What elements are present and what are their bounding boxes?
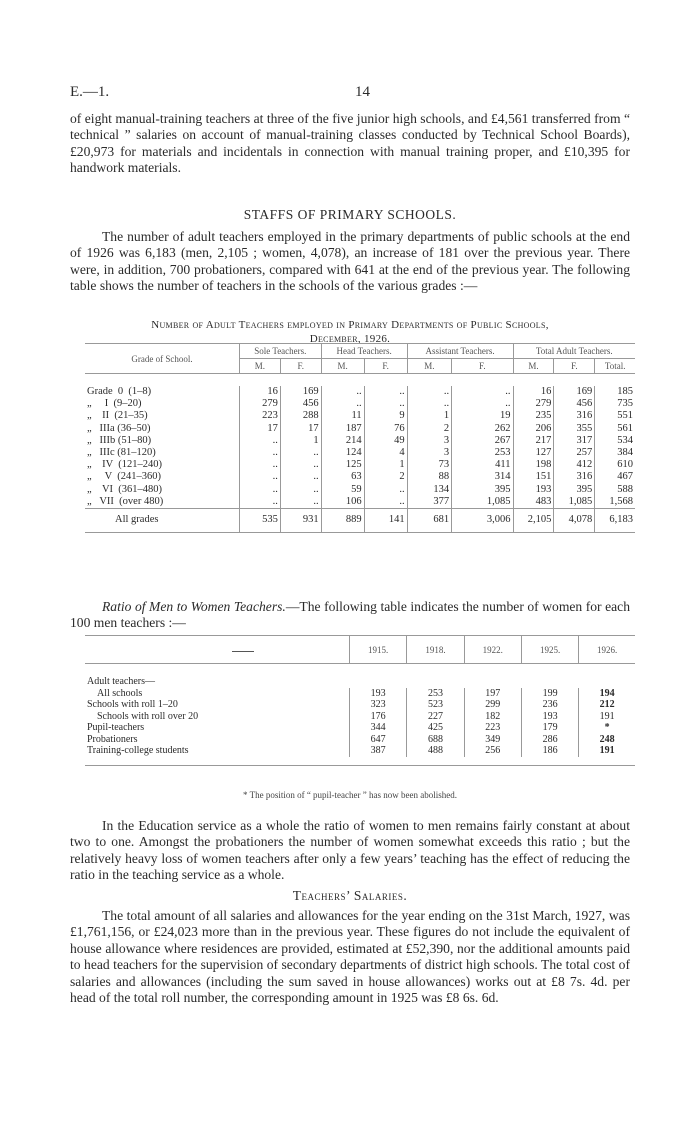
- table-cell: ..: [407, 386, 452, 398]
- grade-label: „ IIIc (81–120): [87, 447, 156, 459]
- ratio-table-body: [85, 676, 635, 757]
- document-reference: E.—1.: [70, 84, 110, 100]
- table-cell: 227: [407, 711, 464, 723]
- sub-total-total: Total.: [595, 359, 635, 374]
- table-cell: ..: [240, 435, 281, 447]
- table-row: [85, 398, 635, 410]
- table-cell: 127: [513, 447, 554, 459]
- table-cell: 551: [595, 410, 635, 422]
- table-cell: 134: [407, 484, 452, 496]
- table-cell: 377: [407, 496, 452, 509]
- table-cell: 411: [452, 459, 513, 471]
- table-cell: 395: [554, 484, 595, 496]
- table-cell: 63: [321, 471, 364, 483]
- table-row: [85, 745, 635, 757]
- ratio-row-label: All schools: [97, 687, 143, 699]
- year-header: 1922.: [464, 636, 521, 664]
- heading-staffs: STAFFS OF PRIMARY SCHOOLS.: [243, 207, 457, 222]
- year-header: 1926.: [579, 636, 635, 664]
- sub-sole-f: F.: [280, 359, 321, 374]
- table-cell: 288: [280, 410, 321, 422]
- grade-label: „ V (241–360): [87, 471, 161, 483]
- table-cell: 355: [554, 423, 595, 435]
- total-label: All grades: [115, 514, 159, 526]
- table-row: [85, 386, 635, 398]
- table-row: [85, 459, 635, 471]
- sub-sole-m: M.: [240, 359, 281, 374]
- year-header: 1918.: [407, 636, 464, 664]
- table-cell: 106: [321, 496, 364, 509]
- table-cell: 2: [364, 471, 407, 483]
- table-cell: ..: [280, 447, 321, 459]
- table-cell: 316: [554, 471, 595, 483]
- paragraph-ratio-summary: In the Education service as a whole the ratio of women to men remains fairly constant at about two to one. Amongst the probationers the number of women somewhat exceeds this ratio ; but the relatively heavy loss of women teachers after only a few years’ teaching has the effect of reducing the ratio in the teaching service as a whole.: [70, 818, 630, 883]
- group-total: Total Adult Teachers.: [513, 344, 635, 359]
- table-cell: 561: [595, 423, 635, 435]
- table-cell: 16: [240, 386, 281, 398]
- group-assistant: Assistant Teachers.: [407, 344, 513, 359]
- table-cell: 2: [407, 423, 452, 435]
- table-cell: ..: [321, 386, 364, 398]
- table-cell: 191: [579, 745, 635, 757]
- table-row: [85, 722, 635, 734]
- table-cell: 179: [521, 722, 578, 734]
- table-cell: 1,085: [452, 496, 513, 509]
- table-cell: 735: [595, 398, 635, 410]
- table-cell: 3: [407, 447, 452, 459]
- table-cell: 3: [407, 435, 452, 447]
- table-cell: ..: [240, 471, 281, 483]
- total-cell: 3,006: [452, 509, 513, 533]
- table-cell: 425: [407, 722, 464, 734]
- sub-assistant-f: F.: [452, 359, 513, 374]
- ratio-heading: Ratio of Men to Women Teachers.: [102, 599, 286, 614]
- table-cell: 483: [513, 496, 554, 509]
- total-cell: 4,078: [554, 509, 595, 533]
- table-row: [85, 734, 635, 746]
- table-cell: 199: [521, 688, 578, 700]
- table-cell: 279: [513, 398, 554, 410]
- table-cell: 1: [364, 459, 407, 471]
- table-cell: 194: [579, 688, 635, 700]
- table-cell: 1,085: [554, 496, 595, 509]
- ratio-row-label: Training-college students: [87, 745, 189, 756]
- table-cell: 467: [595, 471, 635, 483]
- table-cell: 125: [321, 459, 364, 471]
- ratio-table: [85, 635, 635, 766]
- table-cell: 256: [464, 745, 521, 757]
- table-cell: 193: [513, 484, 554, 496]
- ratio-row-label: Schools with roll 1–20: [87, 699, 178, 710]
- table-cell: ..: [364, 484, 407, 496]
- year-header: 1925.: [521, 636, 578, 664]
- table-cell: 49: [364, 435, 407, 447]
- table-cell: 314: [452, 471, 513, 483]
- table-cell: 214: [321, 435, 364, 447]
- ratio-col-label: [85, 636, 350, 664]
- table-cell: 349: [464, 734, 521, 746]
- table-cell: 262: [452, 423, 513, 435]
- grade-label: „ I (9–20): [87, 398, 142, 410]
- table-row: [85, 484, 635, 496]
- grade-label: „ IV (121–240): [87, 459, 163, 471]
- table-cell: 9: [364, 410, 407, 422]
- table-cell: *: [579, 722, 635, 734]
- table-cell: 124: [321, 447, 364, 459]
- table-cell: 16: [513, 386, 554, 398]
- table-cell: 395: [452, 484, 513, 496]
- table-cell: 11: [321, 410, 364, 422]
- table-cell: ..: [364, 398, 407, 410]
- table-cell: ..: [364, 386, 407, 398]
- table-row: [85, 423, 635, 435]
- table-cell: 588: [595, 484, 635, 496]
- paragraph-ratio: [70, 599, 630, 632]
- table-cell: 317: [554, 435, 595, 447]
- table-cell: 197: [464, 688, 521, 700]
- table-cell: 456: [280, 398, 321, 410]
- dash-rule: [232, 651, 254, 652]
- table-cell: 88: [407, 471, 452, 483]
- table-cell: ..: [240, 447, 281, 459]
- table-cell: 186: [521, 745, 578, 757]
- table-row: [85, 447, 635, 459]
- total-cell: 141: [364, 509, 407, 533]
- table-cell: ..: [280, 496, 321, 509]
- table-cell: 316: [554, 410, 595, 422]
- heading-salaries: Teachers’ Salaries.: [292, 888, 408, 903]
- group-row: [85, 676, 635, 688]
- table-cell: 488: [407, 745, 464, 757]
- table-cell: ..: [280, 471, 321, 483]
- table-cell: 412: [554, 459, 595, 471]
- table-cell: 456: [554, 398, 595, 410]
- table-row: [85, 711, 635, 723]
- ratio-footnote: * The position of “ pupil-teacher ” has now been abolished.: [242, 790, 458, 800]
- paragraph-staffs: The number of adult teachers employed in the primary departments of public schools at the end of 1926 was 6,183 (men, 2,105 ; women, 4,078), an increase of 181 over the previous year. There were, in addition, 700 probationers, compared with 641 at the end of the previous year. The following table shows the number of teachers in the schools of the various grades :—: [70, 229, 630, 294]
- table-row: [85, 435, 635, 447]
- table-cell: 253: [407, 688, 464, 700]
- table-cell: 182: [464, 711, 521, 723]
- table-cell: ..: [240, 484, 281, 496]
- table-cell: 193: [350, 688, 407, 700]
- table-cell: 1,568: [595, 496, 635, 509]
- table-cell: 212: [579, 699, 635, 711]
- page-number: 14: [355, 84, 370, 100]
- table-cell: 279: [240, 398, 281, 410]
- table-cell: ..: [452, 386, 513, 398]
- ratio-row-label: Pupil-teachers: [87, 722, 145, 733]
- table-cell: 193: [521, 711, 578, 723]
- table-cell: 17: [280, 423, 321, 435]
- grade-label: „ VI (361–480): [87, 483, 163, 495]
- table-row: [85, 410, 635, 422]
- table-cell: 610: [595, 459, 635, 471]
- teachers-table: [85, 343, 635, 533]
- table-cell: 253: [452, 447, 513, 459]
- total-cell: 681: [407, 509, 452, 533]
- table-cell: 185: [595, 386, 635, 398]
- table-cell: 1: [280, 435, 321, 447]
- grade-label: „ IIIa (36–50): [87, 422, 151, 434]
- table-cell: 187: [321, 423, 364, 435]
- grade-label: Grade 0 (1–8): [87, 386, 152, 397]
- table-cell: 217: [513, 435, 554, 447]
- table-cell: ..: [280, 484, 321, 496]
- total-cell: 6,183: [595, 509, 635, 533]
- sub-total-m: M.: [513, 359, 554, 374]
- table-cell: ..: [364, 496, 407, 509]
- sub-head-m: M.: [321, 359, 364, 374]
- group-sole: Sole Teachers.: [240, 344, 322, 359]
- table-cell: 4: [364, 447, 407, 459]
- table-cell: 344: [350, 722, 407, 734]
- paragraph-salaries: The total amount of all salaries and allowances for the year ending on the 31st March, 1927, was £1,761,156, or £24,023 more than in the previous year. These figures do not include the equivalent of house allowance where residences are provided, estimated at £52,390, nor the additional amounts paid to head teachers for the supervision of secondary departments of district high schools. The total cost of salaries and allowances (including the sum saved in house allowances) works out at £8 7s. 4d. per head of the total roll number, the corresponding amount in 1925 was £8 6s. 6d.: [70, 908, 630, 1006]
- grade-label: „ VII (over 480): [87, 495, 164, 507]
- table-cell: 235: [513, 410, 554, 422]
- table-cell: ..: [240, 496, 281, 509]
- table-cell: 236: [521, 699, 578, 711]
- ratio-row-label: Schools with roll over 20: [97, 710, 199, 722]
- ratio-row-label: Probationers: [87, 733, 138, 745]
- paragraph-manual-training: of eight manual-training teachers at three of the five junior high schools, and £4,561 transferred from “ technical ” salaries on account of manual-training classes conducted by Technical School Boards), £20,973 for materials and incidentals in connection with manual training proper, and £10,395 for handwork materials.: [70, 111, 630, 176]
- table-cell: ..: [280, 459, 321, 471]
- table-cell: 17: [240, 423, 281, 435]
- sub-assistant-m: M.: [407, 359, 452, 374]
- table-cell: 223: [464, 722, 521, 734]
- total-cell: 2,105: [513, 509, 554, 533]
- group-head: Head Teachers.: [321, 344, 407, 359]
- table-cell: 384: [595, 447, 635, 459]
- table-cell: 169: [280, 386, 321, 398]
- table-cell: 534: [595, 435, 635, 447]
- table-cell: 59: [321, 484, 364, 496]
- grade-label: „ II (21–35): [87, 410, 148, 422]
- table-cell: 169: [554, 386, 595, 398]
- sub-total-f: F.: [554, 359, 595, 374]
- table-row: [85, 688, 635, 700]
- grade-label: „ IIIb (51–80): [87, 434, 152, 446]
- table-cell: ..: [407, 398, 452, 410]
- table-cell: 647: [350, 734, 407, 746]
- table-cell: ..: [321, 398, 364, 410]
- table1-caption: Number of Adult Teachers employed in Primary Departments of Public Schools, December, 1926.: [151, 319, 549, 345]
- table-cell: 267: [452, 435, 513, 447]
- table-cell: 151: [513, 471, 554, 483]
- table-cell: 523: [407, 699, 464, 711]
- table-row: [85, 496, 635, 509]
- table-cell: 206: [513, 423, 554, 435]
- table-cell: 387: [350, 745, 407, 757]
- sub-head-f: F.: [364, 359, 407, 374]
- table-cell: 1: [407, 410, 452, 422]
- table-cell: ..: [240, 459, 281, 471]
- table-cell: 286: [521, 734, 578, 746]
- group-label: Adult teachers—: [87, 676, 156, 687]
- table-cell: 223: [240, 410, 281, 422]
- table-cell: 176: [350, 711, 407, 723]
- table-cell: 248: [579, 734, 635, 746]
- table-cell: 76: [364, 423, 407, 435]
- total-cell: 931: [280, 509, 321, 533]
- table-cell: 688: [407, 734, 464, 746]
- year-header: 1915.: [350, 636, 407, 664]
- total-cell: 889: [321, 509, 364, 533]
- table-cell: 299: [464, 699, 521, 711]
- table-cell: 323: [350, 699, 407, 711]
- table-cell: 191: [579, 711, 635, 723]
- col-grade: Grade of School.: [131, 353, 193, 364]
- total-cell: 535: [240, 509, 281, 533]
- table-row: [85, 699, 635, 711]
- table-cell: 257: [554, 447, 595, 459]
- table-cell: 19: [452, 410, 513, 422]
- table-cell: ..: [452, 398, 513, 410]
- table-cell: 198: [513, 459, 554, 471]
- table-cell: 73: [407, 459, 452, 471]
- teachers-table-body: [85, 386, 635, 509]
- table-row: [85, 471, 635, 483]
- ratio-text: —The following table indicates the number of women for each 100 men teachers :—: [70, 599, 630, 631]
- table-total-row: [85, 509, 635, 533]
